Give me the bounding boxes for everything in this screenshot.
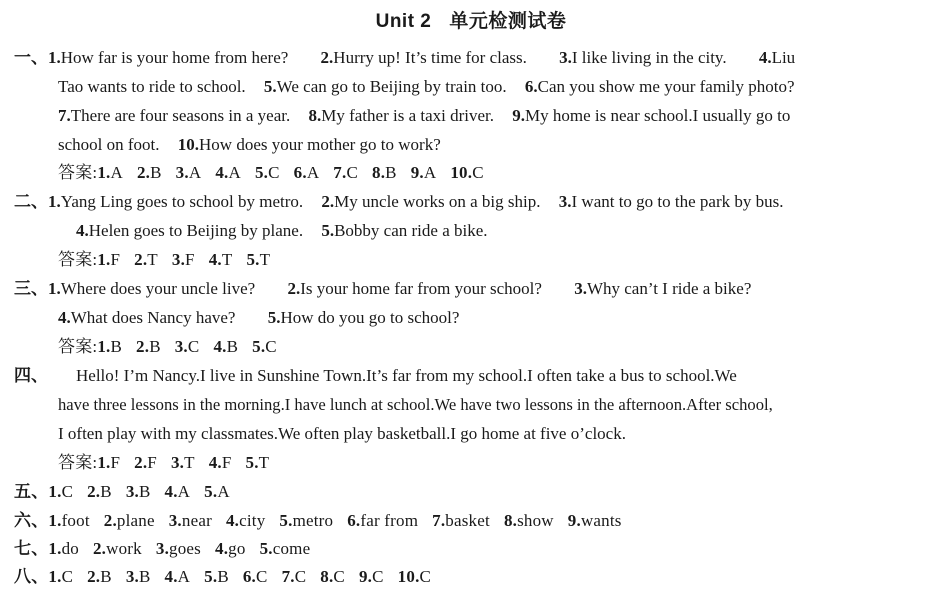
text-s4-answer_label: 答案: (58, 453, 98, 472)
text-s8-answers-9-0: 10. (397, 567, 420, 586)
text-s7-answers-4-1: come (272, 539, 311, 558)
text-s2-answers-3-0: 4. (208, 250, 222, 269)
text-s1-answers-0-0: 1. (97, 163, 111, 182)
text-s5-answers-2-1: B (138, 482, 151, 501)
text-s8-answers-1-0: 2. (87, 567, 101, 586)
section-1-line-1 (14, 47, 795, 69)
text-s2-items-4-1: Bobby can ride a bike. (334, 221, 488, 240)
section-4-answers (58, 452, 269, 474)
text-s5-answers-4-0: 5. (204, 482, 218, 501)
text-s1-items-9-1: My home is near school.I usually go to (525, 106, 791, 125)
section-2-mark: 二、 (14, 192, 48, 211)
text-s3-items-0-0: 1. (48, 279, 61, 298)
text-s5-answers-3-1: A (177, 482, 191, 501)
text-s1-items-9-0: 9. (512, 106, 526, 125)
text-s1-answers-7-1: B (385, 163, 397, 182)
section-8-mark: 八、 (14, 567, 49, 586)
text-s5-answers-0-1: C (61, 482, 74, 501)
text-s2-answers-2-1: F (185, 250, 195, 269)
text-s2-answers-1-0: 2. (134, 250, 148, 269)
text-s1-items-11-1: How does your mother go to work? (199, 135, 441, 154)
text-s3-answers-2-0: 3. (174, 337, 188, 356)
text-s1-answers-3-1: A (228, 163, 241, 182)
text-s2-answers-2-0: 3. (171, 250, 186, 269)
section-5-mark: 五、 (14, 482, 49, 501)
text-s8-answers-8-0: 9. (358, 567, 373, 586)
section-6-answers (14, 510, 622, 532)
section-2-answers (58, 249, 270, 271)
text-s3-answers-4-1: C (265, 337, 277, 356)
text-s4-answers-1-1: F (147, 453, 157, 472)
text-s3-answers-3-1: B (226, 337, 239, 356)
text-s1-answers-6-0: 7. (333, 163, 347, 182)
text-s2-items-2-0: 3. (558, 192, 572, 211)
section-7-mark: 七、 (14, 539, 49, 558)
text-s7-answers-0-1: do (61, 539, 79, 558)
text-s4-lines-0: Hello! I’m Nancy.I live in Sunshine Town.It’s far from my school.I often take a bus to school.We (76, 366, 737, 385)
text-s1-items-5-0: 5. (263, 77, 277, 96)
text-s1-answers-8-1: A (423, 163, 437, 182)
text-s1-items-2-1: I like living in the city. (571, 48, 727, 67)
text-s8-answers-2-1: B (138, 567, 151, 586)
text-s3-items-1-0: 2. (287, 279, 301, 298)
text-s6-answers-7-0: 8. (503, 511, 518, 530)
text-s1-answers-6-1: C (346, 163, 358, 182)
text-s4-answers-0-0: 1. (97, 453, 111, 472)
text-s1-items-6-0: 6. (524, 77, 538, 96)
text-s6-answers-0-1: foot (61, 511, 90, 530)
text-s5-answers-1-1: B (100, 482, 112, 501)
text-s3-items-2-0: 3. (574, 279, 587, 298)
text-s1-items-8-1: My father is a taxi driver. (321, 106, 495, 125)
text-s2-items-4-0: 5. (321, 221, 335, 240)
text-s1-answers-9-1: C (472, 163, 484, 182)
text-s1-answers-5-1: A (306, 163, 320, 182)
section-1-answers (58, 162, 484, 184)
text-s6-answers-7-1: show (517, 511, 554, 530)
section-3-answers (58, 336, 277, 358)
section-1-line-4 (58, 134, 441, 156)
text-s3-items-4-1: How do you go to school? (280, 308, 460, 327)
section-4-line-2 (58, 394, 773, 416)
text-s1-items-3-0: 4. (758, 48, 772, 67)
text-s5-answers-4-1: A (217, 482, 230, 501)
text-s3-answer_label: 答案: (58, 337, 98, 356)
section-4-mark: 四、 (14, 366, 48, 385)
text-s4-answers-3-1: F (221, 453, 232, 472)
text-s8-answers-7-1: C (333, 567, 345, 586)
text-s4-answers-0-1: F (110, 453, 121, 472)
text-s2-items-1-1: My uncle works on a big ship. (334, 192, 541, 211)
text-s8-answers-8-1: C (372, 567, 384, 586)
text-s6-answers-8-1: wants (580, 511, 622, 530)
text-s6-answers-5-0: 6. (347, 511, 361, 530)
text-s2-items-0-0: 1. (48, 192, 61, 211)
text-s1-items-4-1: Tao wants to ride to school. (58, 77, 246, 96)
text-s8-answers-1-1: B (100, 567, 112, 586)
text-s8-answers-0-0: 1. (48, 567, 62, 586)
text-s3-answers-0-0: 1. (97, 337, 111, 356)
section-4-line-3 (58, 423, 626, 445)
text-s7-answers-2-0: 3. (155, 539, 170, 558)
text-s3-answers-2-1: C (187, 337, 200, 356)
text-s6-answers-6-1: basket (445, 511, 490, 530)
text-s8-answers-3-1: A (177, 567, 191, 586)
text-s1-items-2-0: 3. (559, 48, 572, 67)
section-1-line-3 (58, 105, 790, 127)
text-s3-answers-1-1: B (149, 337, 161, 356)
text-s1-answers-2-0: 3. (175, 163, 189, 182)
text-s6-answers-3-0: 4. (225, 511, 240, 530)
text-s8-answers-4-0: 5. (204, 567, 218, 586)
text-s1-items-0-1: How far is your home from here? (60, 48, 289, 67)
text-s1-items-11-0: 10. (177, 135, 200, 154)
text-s8-answers-7-0: 8. (320, 567, 334, 586)
text-s2-answers-3-1: T (221, 250, 233, 269)
text-s1-answers-0-1: A (110, 163, 123, 182)
text-s3-items-1-1: Is your home far from your school? (300, 279, 542, 298)
text-s5-answers-1-0: 2. (87, 482, 101, 501)
section-3-mark: 三、 (14, 279, 48, 298)
text-s1-answer_label: 答案: (58, 163, 98, 182)
text-s6-answers-3-1: city (239, 511, 266, 530)
text-s8-answers-6-1: C (294, 567, 307, 586)
section-2-line-1 (14, 191, 784, 213)
text-s4-answers-1-0: 2. (134, 453, 148, 472)
text-s1-items-7-1: There are four seasons in a year. (70, 106, 291, 125)
text-s5-answers-3-0: 4. (164, 482, 178, 501)
text-s6-answers-1-1: plane (116, 511, 155, 530)
text-s2-answers-4-0: 5. (246, 250, 260, 269)
page-title (0, 6, 942, 33)
text-s3-answers-4-0: 5. (252, 337, 266, 356)
text-s4-lines-1: have three lessons in the morning.I have lunch at school.We have two lessons in the afternoon.After school, (58, 395, 773, 414)
text-s3-items-2-1: Why can’t I ride a bike? (586, 279, 752, 298)
section-7-answers (14, 538, 310, 560)
section-3-line-2 (58, 307, 459, 329)
text-s7-answers-0-0: 1. (48, 539, 62, 558)
section-1-mark: 一、 (14, 48, 48, 67)
text-s2-answers-1-1: T (147, 250, 158, 269)
title-unit: Unit 2 (375, 11, 432, 32)
text-s7-answers-3-0: 4. (215, 539, 229, 558)
text-s2-items-2-1: I want to go to the park by bus. (571, 192, 784, 211)
text-s2-answers-0-0: 1. (97, 250, 111, 269)
title-cn: 单元检测试卷 (449, 11, 567, 32)
text-s1-items-7-0: 7. (58, 106, 71, 125)
text-s1-answers-5-0: 6. (293, 163, 307, 182)
text-s1-answers-1-0: 2. (136, 163, 151, 182)
text-s6-answers-8-0: 9. (567, 511, 581, 530)
text-s2-items-1-0: 2. (321, 192, 335, 211)
text-s2-items-3-0: 4. (76, 221, 89, 240)
text-s1-items-5-1: We can go to Beijing by train too. (276, 77, 507, 96)
text-s1-items-6-1: Can you show me your family photo? (537, 77, 795, 96)
text-s2-answers-0-1: F (110, 250, 121, 269)
text-s4-answers-4-1: T (258, 453, 270, 472)
text-s8-answers-4-1: B (217, 567, 229, 586)
text-s1-answers-2-1: A (188, 163, 202, 182)
text-s6-answers-6-0: 7. (432, 511, 446, 530)
text-s2-items-3-1: Helen goes to Beijing by plane. (88, 221, 304, 240)
text-s7-answers-4-0: 5. (259, 539, 273, 558)
text-s4-answers-2-1: T (184, 453, 195, 472)
text-s1-answers-1-1: B (150, 163, 162, 182)
text-s7-answers-3-1: go (228, 539, 246, 558)
text-s8-answers-5-0: 6. (242, 567, 257, 586)
text-s4-answers-3-0: 4. (208, 453, 222, 472)
text-s3-answers-0-1: B (110, 337, 123, 356)
text-s6-answers-2-1: near (181, 511, 212, 530)
text-s3-items-4-0: 5. (267, 308, 281, 327)
text-s5-answers-2-0: 3. (125, 482, 139, 501)
text-s1-answers-3-0: 4. (215, 163, 229, 182)
text-s8-answers-3-0: 4. (164, 567, 178, 586)
text-s8-answers-0-1: C (61, 567, 74, 586)
text-s8-answers-2-0: 3. (125, 567, 139, 586)
text-s3-items-3-0: 4. (58, 308, 71, 327)
text-s6-answers-2-0: 3. (168, 511, 182, 530)
text-s1-answers-4-0: 5. (254, 163, 269, 182)
text-s1-items-1-0: 2. (320, 48, 334, 67)
text-s4-lines-2: I often play with my classmates.We often play basketball.I go home at five o’clock. (58, 424, 626, 443)
section-6-mark: 六、 (14, 511, 49, 530)
text-s2-items-0-1: Yang Ling goes to school by metro. (60, 192, 304, 211)
text-s7-answers-1-0: 2. (92, 539, 107, 558)
text-s6-answers-0-0: 1. (48, 511, 62, 530)
text-s7-answers-1-1: work (106, 539, 142, 558)
text-s8-answers-5-1: C (256, 567, 268, 586)
text-s1-answers-9-0: 10. (450, 163, 473, 182)
text-s6-answers-4-0: 5. (279, 511, 293, 530)
text-s1-items-8-0: 8. (308, 106, 322, 125)
text-s6-answers-4-1: metro (292, 511, 334, 530)
text-s1-answers-7-0: 8. (372, 163, 386, 182)
text-s1-answers-4-1: C (268, 163, 280, 182)
text-s4-answers-2-0: 3. (170, 453, 185, 472)
text-s1-answers-8-0: 9. (410, 163, 424, 182)
text-s6-answers-5-1: far from (360, 511, 419, 530)
text-s1-items-1-1: Hurry up! It’s time for class. (333, 48, 527, 67)
section-2-line-2 (76, 220, 488, 242)
section-8-answers (14, 566, 431, 588)
text-s1-items-10-1: school on foot. (58, 135, 160, 154)
text-s5-answers-0-0: 1. (48, 482, 62, 501)
text-s1-items-3-1: Liu (771, 48, 796, 67)
text-s2-answer_label: 答案: (58, 250, 98, 269)
text-s3-items-3-1: What does Nancy have? (70, 308, 236, 327)
section-3-line-1 (14, 278, 751, 300)
text-s8-answers-6-0: 7. (281, 567, 295, 586)
text-s2-answers-4-1: T (259, 250, 271, 269)
section-1-line-2 (58, 76, 795, 98)
text-s4-answers-4-0: 5. (245, 453, 259, 472)
section-5-answers (14, 481, 230, 503)
text-s3-items-0-1: Where does your uncle live? (60, 279, 256, 298)
text-s7-answers-2-1: goes (169, 539, 201, 558)
text-s8-answers-9-1: C (419, 567, 432, 586)
text-s1-items-0-0: 1. (48, 48, 61, 67)
text-s3-answers-3-0: 4. (213, 337, 227, 356)
text-s6-answers-1-0: 2. (103, 511, 117, 530)
text-s3-answers-1-0: 2. (136, 337, 150, 356)
section-4-line-1 (14, 365, 737, 387)
